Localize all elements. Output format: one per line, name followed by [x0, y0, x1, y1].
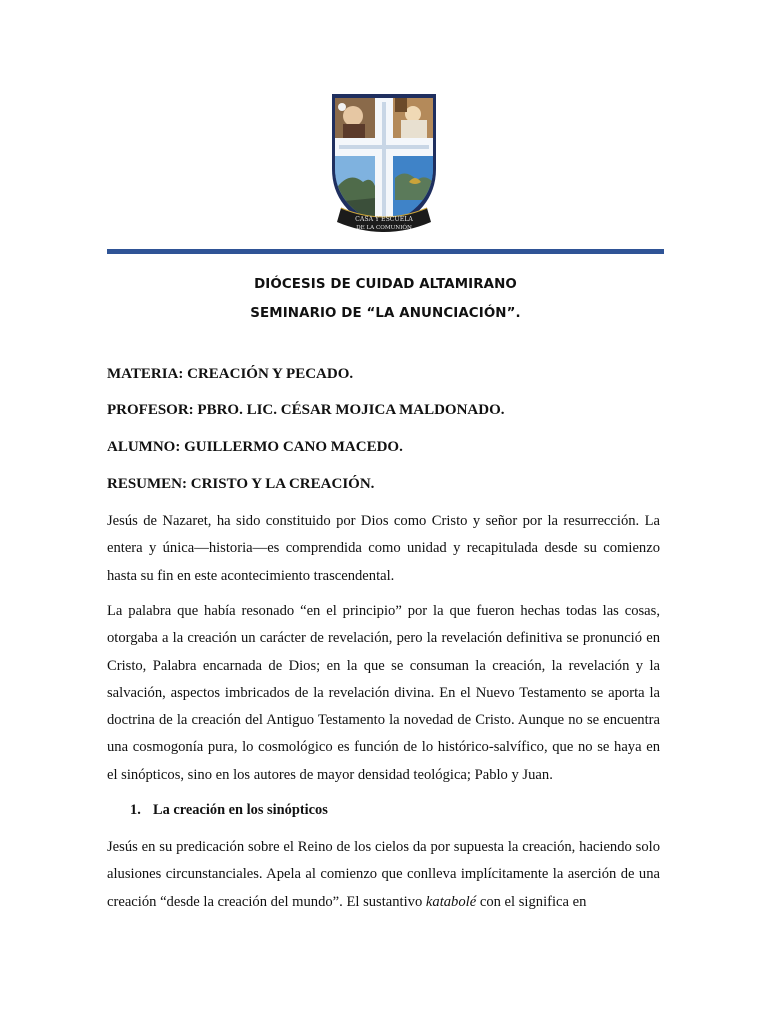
- section-number: 1.: [130, 802, 141, 818]
- paragraph-3-text-end: con el significa en: [476, 893, 587, 910]
- resumen-line: RESUMEN: CRISTO Y LA CREACIÓN.: [107, 476, 375, 492]
- crest-banner-line2: DE LA COMUNIÓN: [356, 225, 412, 231]
- section-heading: [130, 802, 328, 819]
- crest-banner-line1: CASA Y ESCUELA: [355, 216, 413, 223]
- diocese-crest-logo: [329, 90, 439, 240]
- alumno-line: ALUMNO: GUILLERMO CANO MACEDO.: [107, 439, 403, 455]
- seminary-heading: SEMINARIO DE “LA ANUNCIACIÓN”.: [250, 306, 521, 321]
- section-title: La creación en los sinópticos: [153, 802, 328, 818]
- header-divider: [107, 249, 664, 254]
- paragraph-3: [107, 834, 660, 916]
- profesor-line: PROFESOR: PBRO. LIC. CÉSAR MOJICA MALDONADO.: [107, 402, 505, 418]
- diocese-heading: DIÓCESIS DE CUIDAD ALTAMIRANO: [254, 277, 517, 292]
- paragraph-3-italic-term: katabolé: [425, 893, 477, 910]
- materia-line: MATERIA: CREACIÓN Y PECADO.: [107, 366, 354, 382]
- paragraph-3-text-start: Jesús en su predicación sobre el Reino de los cielos da por supuesta la creación, haciendo solo alusiones circunstanciales. Apela al comienzo que conlleva implícitamente la aserción de una creación “desde la creación del mundo”. El sustantivo: [107, 839, 660, 910]
- paragraph-2: La palabra que había resonado “en el principio” por la que fueron hechas todas las cosas, otorgaba a la creación un carácter de revelación, pero la revelación definitiva se pronunció en Cristo, Palabra encarnada de Dios; en la que se consuman la creación, la revelación y la salvación, aspectos imbricados de la revelación divina. En el Nuevo Testamento se aporta la doctrina de la creación del Antiguo Testamento la novedad de Cristo. Aunque no se encuentra una cosmogonía pura, lo cosmológico es función de lo histórico-salvífico, que no se haya en el sinópticos, sino en los autores de mayor densidad teológica; Pablo y Juan.: [107, 603, 660, 783]
- paragraph-1: Jesús de Nazaret, ha sido constituido por Dios como Cristo y señor por la resurrección. La entera y única—historia—es comprendida como unidad y recapitulada desde su comienzo hasta su fin en este acontecimiento trascendental.: [107, 513, 660, 584]
